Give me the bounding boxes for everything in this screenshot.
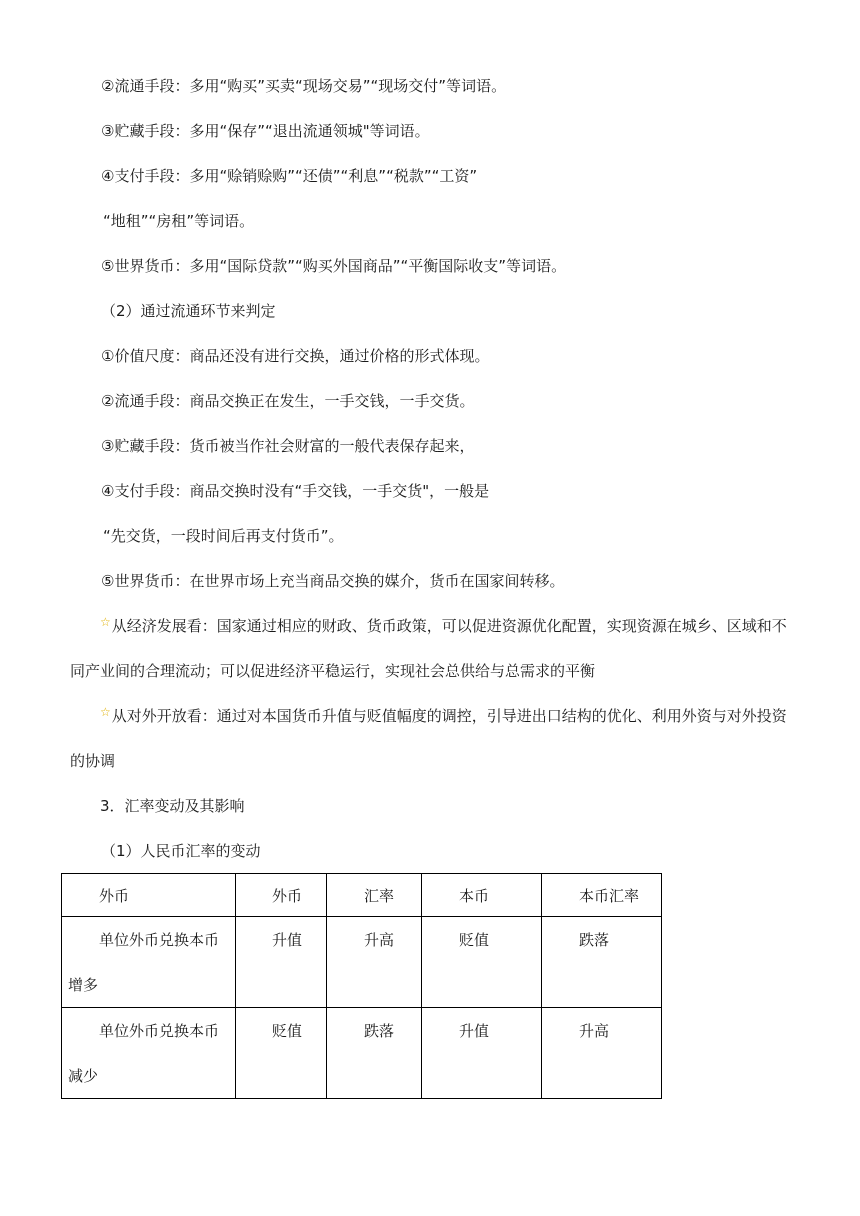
paragraph-world-money-keywords: ⑤世界货币：多用“国际贷款”“购买外国商品”“平衡国际收支”等词语。 <box>101 257 567 275</box>
table-cell: 贬值 <box>236 1008 327 1099</box>
paragraph-payment-keywords: ④支付手段：多用“赊销赊购”“还债”“利息”“税款”“工资” <box>101 167 478 185</box>
table-cell <box>62 1008 236 1099</box>
table-header-cell: 汇率 <box>327 874 422 917</box>
table-cell: 贬值 <box>422 917 542 1008</box>
paragraph-circulation-means: ②流通手段：商品交换正在发生，一手交钱，一手交货。 <box>101 392 475 410</box>
table-cell-text: 减少 <box>68 1067 99 1085</box>
table-header-row <box>62 874 662 917</box>
star-icon: ☆ <box>100 615 111 629</box>
table-header-cell: 外币 <box>62 874 236 917</box>
table-header-cell: 本币 <box>422 874 542 917</box>
paragraph-storage-keywords: ③贮藏手段：多用“保存”“退出流通领城"等词语。 <box>101 122 430 140</box>
section-heading-exchange-rate: 3．汇率变动及其影响 <box>100 797 245 815</box>
paragraph-circulation-keywords: ②流通手段：多用“购买”买卖“现场交易”“现场交付”等词语。 <box>101 77 507 95</box>
paragraph-payment-means: ④支付手段：商品交换时没有“手交钱，一手交货"，一般是 <box>101 482 490 500</box>
table-header-cell: 本币汇率 <box>542 874 662 917</box>
table-cell: 跌落 <box>542 917 662 1008</box>
paragraph-payment-means-cont: “先交货，一段时间后再支付货币”。 <box>103 527 344 545</box>
paragraph-storage-means: ③贮藏手段：货币被当作社会财富的一般代表保存起来， <box>101 437 475 455</box>
table-cell-text: 单位外币兑换本币 <box>99 931 220 949</box>
subheading-circulation-judgement: （2）通过流通环节来判定 <box>101 302 276 320</box>
table-cell-text: 增多 <box>68 976 99 994</box>
paragraph-opening-up <box>100 706 787 727</box>
paragraph-world-money: ⑤世界货币：在世界市场上充当商品交换的媒介，货币在国家间转移。 <box>101 572 565 590</box>
paragraph-value-measure: ①价值尺度：商品还没有进行交换，通过价格的形式体现。 <box>101 347 490 365</box>
table-row <box>62 917 662 1008</box>
opening-up-text: 从对外开放看：通过对本国货币升值与贬值幅度的调控，引导进出口结构的优化、利用外资与对外投资 <box>111 707 787 725</box>
table-cell: 升值 <box>236 917 327 1008</box>
economic-development-text: 从经济发展看：国家通过相应的财政、货币政策，可以促进资源优化配置，实现资源在城乡、区域和不 <box>111 617 787 635</box>
paragraph-opening-up-cont: 的协调 <box>70 752 116 770</box>
table-row <box>62 1008 662 1099</box>
table-cell <box>62 917 236 1008</box>
table-cell: 跌落 <box>327 1008 422 1099</box>
paragraph-economic-development <box>100 616 787 637</box>
paragraph-economic-development-cont: 同产业间的合理流动；可以促进经济平稳运行，实现社会总供给与总需求的平衡 <box>70 662 596 680</box>
table-header-cell: 外币 <box>236 874 327 917</box>
paragraph-payment-keywords-cont: “地租”“房租”等词语。 <box>103 212 255 230</box>
table-cell: 升高 <box>542 1008 662 1099</box>
table-cell: 升高 <box>327 917 422 1008</box>
star-icon: ☆ <box>100 705 111 719</box>
subheading-rmb-exchange-rate: （1）人民币汇率的变动 <box>101 842 261 860</box>
exchange-rate-table <box>61 873 662 1099</box>
table-cell-text: 单位外币兑换本币 <box>99 1022 220 1040</box>
table-cell: 升值 <box>422 1008 542 1099</box>
